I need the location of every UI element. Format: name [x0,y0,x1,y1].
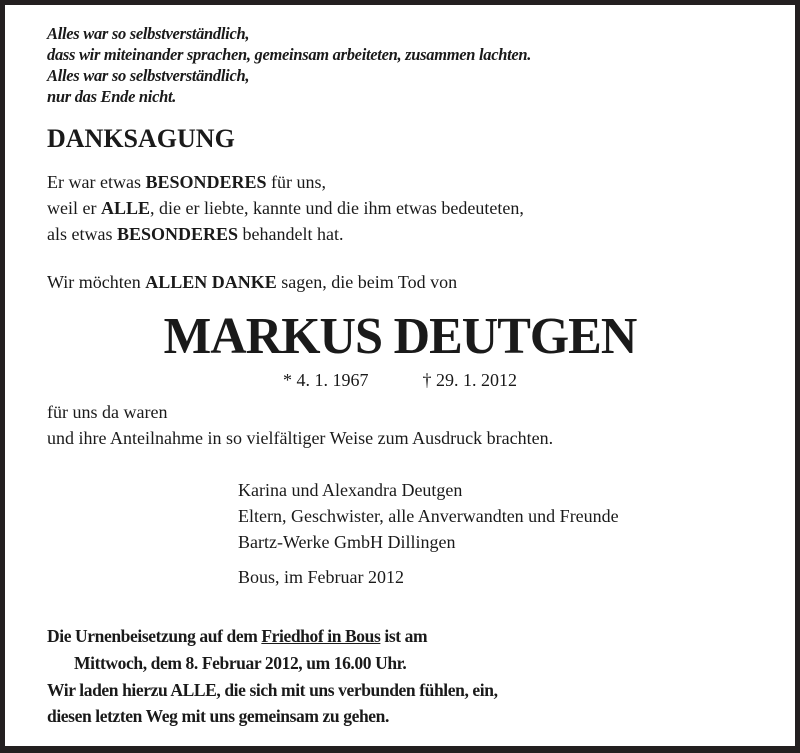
motto-line: Alles war so selbstverständlich, [47,24,250,43]
signature-line: Eltern, Geschwister, alle Anverwandten und Freunde [238,506,619,526]
burial-date: Mittwoch, dem 8. Februar 2012, um 16.00 Uhr. [74,653,407,673]
text: ist am [380,626,428,646]
body-line [47,197,524,219]
text: behandelt hat. [238,224,344,244]
heading: DANKSAGUNG [47,124,235,153]
body-line [47,271,457,293]
text: als etwas [47,224,117,244]
text: Die Urnenbeisetzung auf dem [47,626,262,646]
deceased-name: MARKUS DEUTGEN [163,308,637,365]
body-line: und ihre Anteilnahme in so vielfältiger Weise zum Ausdruck brachten. [47,428,554,448]
burial-info [47,625,427,647]
emphasis: BESONDERES [116,224,239,244]
body-line [47,171,326,193]
place-date: Bous, im Februar 2012 [238,567,404,587]
obituary-card [5,5,795,746]
invite-line: Wir laden hierzu ALLE, die sich mit uns verbunden fühlen, ein, [47,680,498,700]
signature-line: Bartz-Werke GmbH Dillingen [238,532,456,552]
text: , die er liebte, kannte und die ihm etwas bedeuteten, [150,198,524,218]
text: für uns, [266,172,327,192]
emphasis: ALLE [100,198,151,218]
invite-line: diesen letzten Weg mit uns gemeinsam zu gehen. [47,706,389,726]
text: Wir möchten [47,272,146,292]
motto-line: Alles war so selbstverständlich, [47,66,250,85]
text: weil er [47,198,101,218]
motto-line: dass wir miteinander sprachen, gemeinsam arbeiteten, zusammen lachten. [47,45,532,64]
cemetery: Friedhof in Bous [261,626,381,646]
emphasis: ALLEN DANKE [145,272,277,292]
body-line: für uns da waren [47,402,168,422]
motto-line: nur das Ende nicht. [47,87,177,106]
text: sagen, die beim Tod von [276,272,458,292]
birth-date: * 4. 1. 1967 [283,370,369,390]
body-line [47,223,344,245]
text: Er war etwas [47,172,146,192]
life-dates [5,369,795,391]
emphasis: BESONDERES [145,172,267,192]
signature-line: Karina und Alexandra Deutgen [238,480,463,500]
death-date: † 29. 1. 2012 [422,370,517,390]
